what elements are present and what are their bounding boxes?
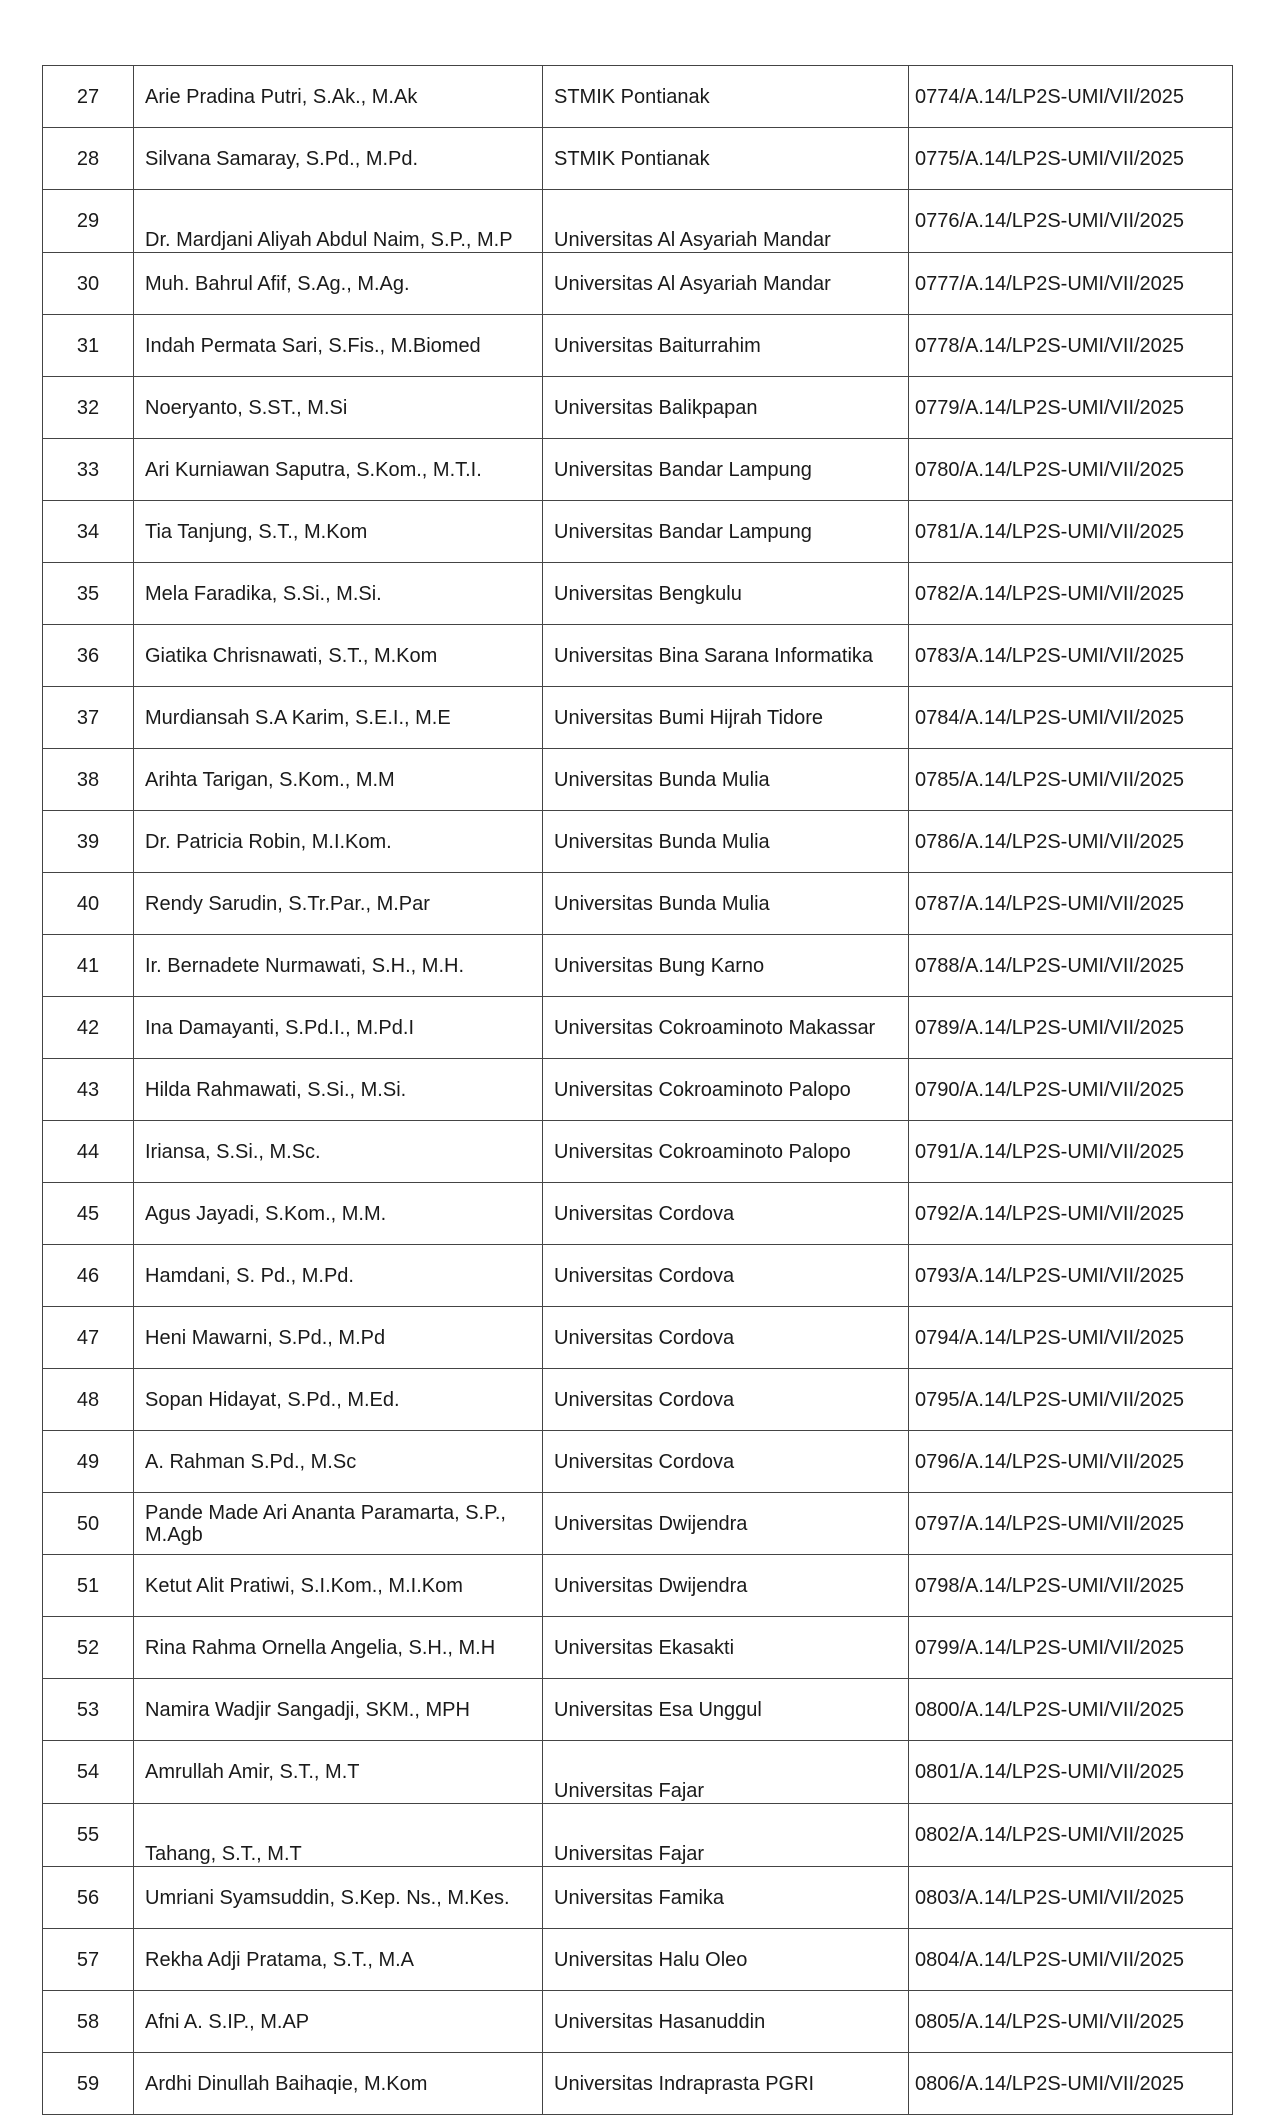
table-row — [43, 1121, 1233, 1183]
participant-name: Ari Kurniawan Saputra, S.Kom., M.T.I. — [134, 439, 543, 501]
letter-number: 0778/A.14/LP2S-UMI/VII/2025 — [909, 315, 1233, 377]
institution-name: Universitas Balikpapan — [543, 377, 909, 439]
letter-number: 0791/A.14/LP2S-UMI/VII/2025 — [909, 1121, 1233, 1183]
institution-name: Universitas Dwijendra — [543, 1493, 909, 1555]
table-row — [43, 1867, 1233, 1929]
participant-name: Hamdani, S. Pd., M.Pd. — [134, 1245, 543, 1307]
row-number: 41 — [43, 935, 134, 997]
letter-number: 0783/A.14/LP2S-UMI/VII/2025 — [909, 625, 1233, 687]
letter-number: 0775/A.14/LP2S-UMI/VII/2025 — [909, 128, 1233, 190]
table-row — [43, 563, 1233, 625]
row-number: 50 — [43, 1493, 134, 1555]
participant-name: Muh. Bahrul Afif, S.Ag., M.Ag. — [134, 253, 543, 315]
participant-name: Rina Rahma Ornella Angelia, S.H., M.H — [134, 1617, 543, 1679]
participant-name: Rekha Adji Pratama, S.T., M.A — [134, 1929, 543, 1991]
participant-name: Ardhi Dinullah Baihaqie, M.Kom — [134, 2053, 543, 2115]
table-row — [43, 439, 1233, 501]
institution-name: STMIK Pontianak — [543, 128, 909, 190]
row-number: 56 — [43, 1867, 134, 1929]
row-number: 55 — [43, 1804, 134, 1867]
table-row — [43, 1617, 1233, 1679]
letter-number: 0790/A.14/LP2S-UMI/VII/2025 — [909, 1059, 1233, 1121]
letter-number: 0774/A.14/LP2S-UMI/VII/2025 — [909, 66, 1233, 128]
institution-name: Universitas Famika — [543, 1867, 909, 1929]
letter-number: 0780/A.14/LP2S-UMI/VII/2025 — [909, 439, 1233, 501]
letter-number: 0792/A.14/LP2S-UMI/VII/2025 — [909, 1183, 1233, 1245]
participant-name: Silvana Samaray, S.Pd., M.Pd. — [134, 128, 543, 190]
letter-number: 0777/A.14/LP2S-UMI/VII/2025 — [909, 253, 1233, 315]
institution-name: Universitas Cordova — [543, 1245, 909, 1307]
institution-name: Universitas Bina Sarana Informatika — [543, 625, 909, 687]
table-row — [43, 128, 1233, 190]
row-number: 44 — [43, 1121, 134, 1183]
letter-number: 0797/A.14/LP2S-UMI/VII/2025 — [909, 1493, 1233, 1555]
row-number: 47 — [43, 1307, 134, 1369]
letter-number: 0793/A.14/LP2S-UMI/VII/2025 — [909, 1245, 1233, 1307]
institution-name: Universitas Bandar Lampung — [543, 501, 909, 563]
institution-name: Universitas Cokroaminoto Makassar — [543, 997, 909, 1059]
letter-number: 0799/A.14/LP2S-UMI/VII/2025 — [909, 1617, 1233, 1679]
table-row — [43, 625, 1233, 687]
participant-name: Agus Jayadi, S.Kom., M.M. — [134, 1183, 543, 1245]
row-number: 54 — [43, 1741, 134, 1804]
institution-name: Universitas Bumi Hijrah Tidore — [543, 687, 909, 749]
institution-name: Universitas Fajar — [543, 1741, 909, 1804]
table-row — [43, 2053, 1233, 2115]
institution-name: Universitas Bunda Mulia — [543, 811, 909, 873]
participant-name: Rendy Sarudin, S.Tr.Par., M.Par — [134, 873, 543, 935]
table-row — [43, 253, 1233, 315]
row-number: 33 — [43, 439, 134, 501]
letter-number: 0800/A.14/LP2S-UMI/VII/2025 — [909, 1679, 1233, 1741]
participant-name: Noeryanto, S.ST., M.Si — [134, 377, 543, 439]
participant-name: Arihta Tarigan, S.Kom., M.M — [134, 749, 543, 811]
participant-name: Murdiansah S.A Karim, S.E.I., M.E — [134, 687, 543, 749]
letter-number: 0796/A.14/LP2S-UMI/VII/2025 — [909, 1431, 1233, 1493]
row-number: 29 — [43, 190, 134, 253]
participant-name: Giatika Chrisnawati, S.T., M.Kom — [134, 625, 543, 687]
row-number: 39 — [43, 811, 134, 873]
institution-name: Universitas Bengkulu — [543, 563, 909, 625]
letter-number: 0784/A.14/LP2S-UMI/VII/2025 — [909, 687, 1233, 749]
row-number: 45 — [43, 1183, 134, 1245]
table-row — [43, 1929, 1233, 1991]
institution-name: Universitas Baiturrahim — [543, 315, 909, 377]
letter-number: 0781/A.14/LP2S-UMI/VII/2025 — [909, 501, 1233, 563]
table-row — [43, 1741, 1233, 1804]
row-number: 52 — [43, 1617, 134, 1679]
letter-number: 0785/A.14/LP2S-UMI/VII/2025 — [909, 749, 1233, 811]
institution-name: Universitas Bung Karno — [543, 935, 909, 997]
table-row — [43, 687, 1233, 749]
letter-number: 0779/A.14/LP2S-UMI/VII/2025 — [909, 377, 1233, 439]
participant-name: Namira Wadjir Sangadji, SKM., MPH — [134, 1679, 543, 1741]
table-row — [43, 1991, 1233, 2053]
row-number: 34 — [43, 501, 134, 563]
table-row — [43, 315, 1233, 377]
row-number: 36 — [43, 625, 134, 687]
row-number: 30 — [43, 253, 134, 315]
table-row — [43, 873, 1233, 935]
institution-name: Universitas Ekasakti — [543, 1617, 909, 1679]
row-number: 59 — [43, 2053, 134, 2115]
institution-name: Universitas Bunda Mulia — [543, 749, 909, 811]
letter-number: 0776/A.14/LP2S-UMI/VII/2025 — [909, 190, 1233, 253]
institution-name: Universitas Bandar Lampung — [543, 439, 909, 501]
table-row — [43, 66, 1233, 128]
letter-number: 0794/A.14/LP2S-UMI/VII/2025 — [909, 1307, 1233, 1369]
participant-name: Heni Mawarni, S.Pd., M.Pd — [134, 1307, 543, 1369]
participant-name: Hilda Rahmawati, S.Si., M.Si. — [134, 1059, 543, 1121]
institution-name: Universitas Esa Unggul — [543, 1679, 909, 1741]
participant-name: Dr. Mardjani Aliyah Abdul Naim, S.P., M.P — [134, 190, 543, 253]
participant-name: A. Rahman S.Pd., M.Sc — [134, 1431, 543, 1493]
institution-name: Universitas Al Asyariah Mandar — [543, 190, 909, 253]
table-row — [43, 1307, 1233, 1369]
institution-name: Universitas Cordova — [543, 1431, 909, 1493]
letter-number: 0786/A.14/LP2S-UMI/VII/2025 — [909, 811, 1233, 873]
participant-name: Mela Faradika, S.Si., M.Si. — [134, 563, 543, 625]
letter-number: 0787/A.14/LP2S-UMI/VII/2025 — [909, 873, 1233, 935]
letter-number: 0804/A.14/LP2S-UMI/VII/2025 — [909, 1929, 1233, 1991]
letter-number: 0788/A.14/LP2S-UMI/VII/2025 — [909, 935, 1233, 997]
table-row — [43, 1245, 1233, 1307]
institution-name: Universitas Dwijendra — [543, 1555, 909, 1617]
row-number: 57 — [43, 1929, 134, 1991]
participant-name: Arie Pradina Putri, S.Ak., M.Ak — [134, 66, 543, 128]
row-number: 27 — [43, 66, 134, 128]
table-row — [43, 1804, 1233, 1867]
table-row — [43, 1059, 1233, 1121]
participant-name: Umriani Syamsuddin, S.Kep. Ns., M.Kes. — [134, 1867, 543, 1929]
participant-name: Iriansa, S.Si., M.Sc. — [134, 1121, 543, 1183]
institution-name: Universitas Cordova — [543, 1183, 909, 1245]
row-number: 35 — [43, 563, 134, 625]
table-row — [43, 1369, 1233, 1431]
table-row — [43, 190, 1233, 253]
row-number: 49 — [43, 1431, 134, 1493]
participant-name: Indah Permata Sari, S.Fis., M.Biomed — [134, 315, 543, 377]
institution-name: Universitas Al Asyariah Mandar — [543, 253, 909, 315]
table-row — [43, 1183, 1233, 1245]
row-number: 51 — [43, 1555, 134, 1617]
row-number: 53 — [43, 1679, 134, 1741]
participants-table — [42, 65, 1233, 2115]
participant-name: Tahang, S.T., M.T — [134, 1804, 543, 1867]
institution-name: Universitas Indraprasta PGRI — [543, 2053, 909, 2115]
row-number: 46 — [43, 1245, 134, 1307]
letter-number: 0789/A.14/LP2S-UMI/VII/2025 — [909, 997, 1233, 1059]
participant-name: Sopan Hidayat, S.Pd., M.Ed. — [134, 1369, 543, 1431]
letter-number: 0798/A.14/LP2S-UMI/VII/2025 — [909, 1555, 1233, 1617]
letter-number: 0795/A.14/LP2S-UMI/VII/2025 — [909, 1369, 1233, 1431]
table-row — [43, 1493, 1233, 1555]
row-number: 48 — [43, 1369, 134, 1431]
participant-name: Amrullah Amir, S.T., M.T — [134, 1741, 543, 1804]
institution-name: Universitas Cokroaminoto Palopo — [543, 1059, 909, 1121]
table-row — [43, 811, 1233, 873]
institution-name: Universitas Cordova — [543, 1307, 909, 1369]
letter-number: 0806/A.14/LP2S-UMI/VII/2025 — [909, 2053, 1233, 2115]
row-number: 28 — [43, 128, 134, 190]
institution-name: Universitas Bunda Mulia — [543, 873, 909, 935]
table-row — [43, 1679, 1233, 1741]
letter-number: 0803/A.14/LP2S-UMI/VII/2025 — [909, 1867, 1233, 1929]
row-number: 58 — [43, 1991, 134, 2053]
letter-number: 0802/A.14/LP2S-UMI/VII/2025 — [909, 1804, 1233, 1867]
row-number: 32 — [43, 377, 134, 439]
institution-name: Universitas Hasanuddin — [543, 1991, 909, 2053]
letter-number: 0801/A.14/LP2S-UMI/VII/2025 — [909, 1741, 1233, 1804]
row-number: 43 — [43, 1059, 134, 1121]
letter-number: 0805/A.14/LP2S-UMI/VII/2025 — [909, 1991, 1233, 2053]
row-number: 31 — [43, 315, 134, 377]
institution-name: Universitas Halu Oleo — [543, 1929, 909, 1991]
institution-name: Universitas Cordova — [543, 1369, 909, 1431]
row-number: 37 — [43, 687, 134, 749]
table-row — [43, 1555, 1233, 1617]
participant-name: Pande Made Ari Ananta Paramarta, S.P., M.Agb — [134, 1493, 543, 1555]
participant-name: Tia Tanjung, S.T., M.Kom — [134, 501, 543, 563]
row-number: 38 — [43, 749, 134, 811]
participant-name: Ketut Alit Pratiwi, S.I.Kom., M.I.Kom — [134, 1555, 543, 1617]
table-row — [43, 501, 1233, 563]
table-row — [43, 377, 1233, 439]
institution-name: Universitas Fajar — [543, 1804, 909, 1867]
row-number: 42 — [43, 997, 134, 1059]
letter-number: 0782/A.14/LP2S-UMI/VII/2025 — [909, 563, 1233, 625]
participant-name: Ina Damayanti, S.Pd.I., M.Pd.I — [134, 997, 543, 1059]
table-row — [43, 935, 1233, 997]
row-number: 40 — [43, 873, 134, 935]
institution-name: Universitas Cokroaminoto Palopo — [543, 1121, 909, 1183]
participant-name: Afni A. S.IP., M.AP — [134, 1991, 543, 2053]
table-row — [43, 749, 1233, 811]
institution-name: STMIK Pontianak — [543, 66, 909, 128]
participant-name: Ir. Bernadete Nurmawati, S.H., M.H. — [134, 935, 543, 997]
table-row — [43, 997, 1233, 1059]
table-row — [43, 1431, 1233, 1493]
participant-name: Dr. Patricia Robin, M.I.Kom. — [134, 811, 543, 873]
